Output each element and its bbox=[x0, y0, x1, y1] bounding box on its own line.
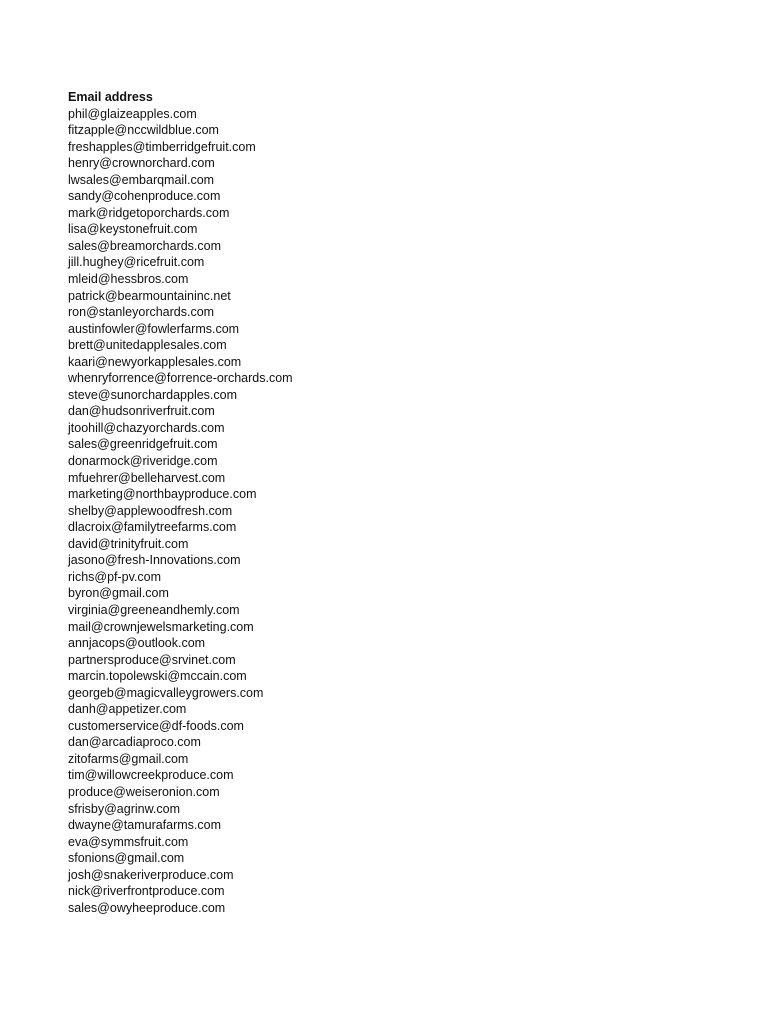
email-row: nick@riverfrontproduce.com bbox=[68, 884, 225, 899]
email-row: shelby@applewoodfresh.com bbox=[68, 503, 233, 518]
email-row: whenryforrence@forrence-orchards.com bbox=[68, 371, 293, 386]
email-row: eva@symmsfruit.com bbox=[68, 834, 189, 849]
email-row: lwsales@embarqmail.com bbox=[68, 172, 215, 187]
email-row: jtoohill@chazyorchards.com bbox=[68, 420, 225, 435]
email-list bbox=[68, 89, 293, 916]
email-row: sfrisby@agrinw.com bbox=[68, 801, 181, 816]
email-row: henry@crownorchard.com bbox=[68, 156, 215, 171]
email-row: danh@appetizer.com bbox=[68, 702, 187, 717]
email-row: kaari@newyorkapplesales.com bbox=[68, 354, 242, 369]
email-row: mark@ridgetoporchards.com bbox=[68, 205, 230, 220]
email-row: zitofarms@gmail.com bbox=[68, 751, 189, 766]
email-row: sandy@cohenproduce.com bbox=[68, 189, 221, 204]
email-row: david@trinityfruit.com bbox=[68, 536, 189, 551]
email-row: marketing@northbayproduce.com bbox=[68, 487, 257, 502]
email-row: sales@greenridgefruit.com bbox=[68, 437, 218, 452]
email-row: annjacops@outlook.com bbox=[68, 636, 206, 651]
email-row: mfuehrer@belleharvest.com bbox=[68, 470, 226, 485]
email-row: partnersproduce@srvinet.com bbox=[68, 652, 236, 667]
email-row: steve@sunorchardapples.com bbox=[68, 387, 238, 402]
email-row: lisa@keystonefruit.com bbox=[68, 222, 198, 237]
email-row: virginia@greeneandhemly.com bbox=[68, 602, 240, 617]
email-row: fitzapple@nccwildblue.com bbox=[68, 123, 219, 138]
email-row: phil@glaizeapples.com bbox=[68, 106, 197, 121]
email-row: produce@weiseronion.com bbox=[68, 784, 220, 799]
email-rows bbox=[68, 106, 293, 917]
email-row: richs@pf-pv.com bbox=[68, 569, 162, 584]
email-row: brett@unitedapplesales.com bbox=[68, 338, 227, 353]
email-row: dan@hudsonriverfruit.com bbox=[68, 404, 215, 419]
email-row: mail@crownjewelsmarketing.com bbox=[68, 619, 254, 634]
email-row: josh@snakeriverproduce.com bbox=[68, 867, 234, 882]
email-row: austinfowler@fowlerfarms.com bbox=[68, 321, 240, 336]
email-row: marcin.topolewski@mccain.com bbox=[68, 669, 247, 684]
email-row: patrick@bearmountaininc.net bbox=[68, 288, 231, 303]
email-row: sales@owyheeproduce.com bbox=[68, 900, 226, 915]
email-row: jasono@fresh-Innovations.com bbox=[68, 553, 241, 568]
email-row: ron@stanleyorchards.com bbox=[68, 305, 215, 320]
email-row: jill.hughey@ricefruit.com bbox=[68, 255, 205, 270]
email-row: customerservice@df-foods.com bbox=[68, 718, 244, 733]
email-row: donarmock@riveridge.com bbox=[68, 454, 218, 469]
email-row: georgeb@magicvalleygrowers.com bbox=[68, 685, 264, 700]
email-row: dlacroix@familytreefarms.com bbox=[68, 520, 237, 535]
email-row: sfonions@gmail.com bbox=[68, 851, 185, 866]
email-row: tim@willowcreekproduce.com bbox=[68, 768, 234, 783]
email-row: sales@breamorchards.com bbox=[68, 238, 222, 253]
email-row: dwayne@tamurafarms.com bbox=[68, 818, 222, 833]
email-row: freshapples@timberridgefruit.com bbox=[68, 139, 256, 154]
email-row: byron@gmail.com bbox=[68, 586, 169, 601]
email-row: mleid@hessbros.com bbox=[68, 272, 189, 287]
column-header: Email address bbox=[68, 90, 153, 104]
email-row: dan@arcadiaproco.com bbox=[68, 735, 201, 750]
